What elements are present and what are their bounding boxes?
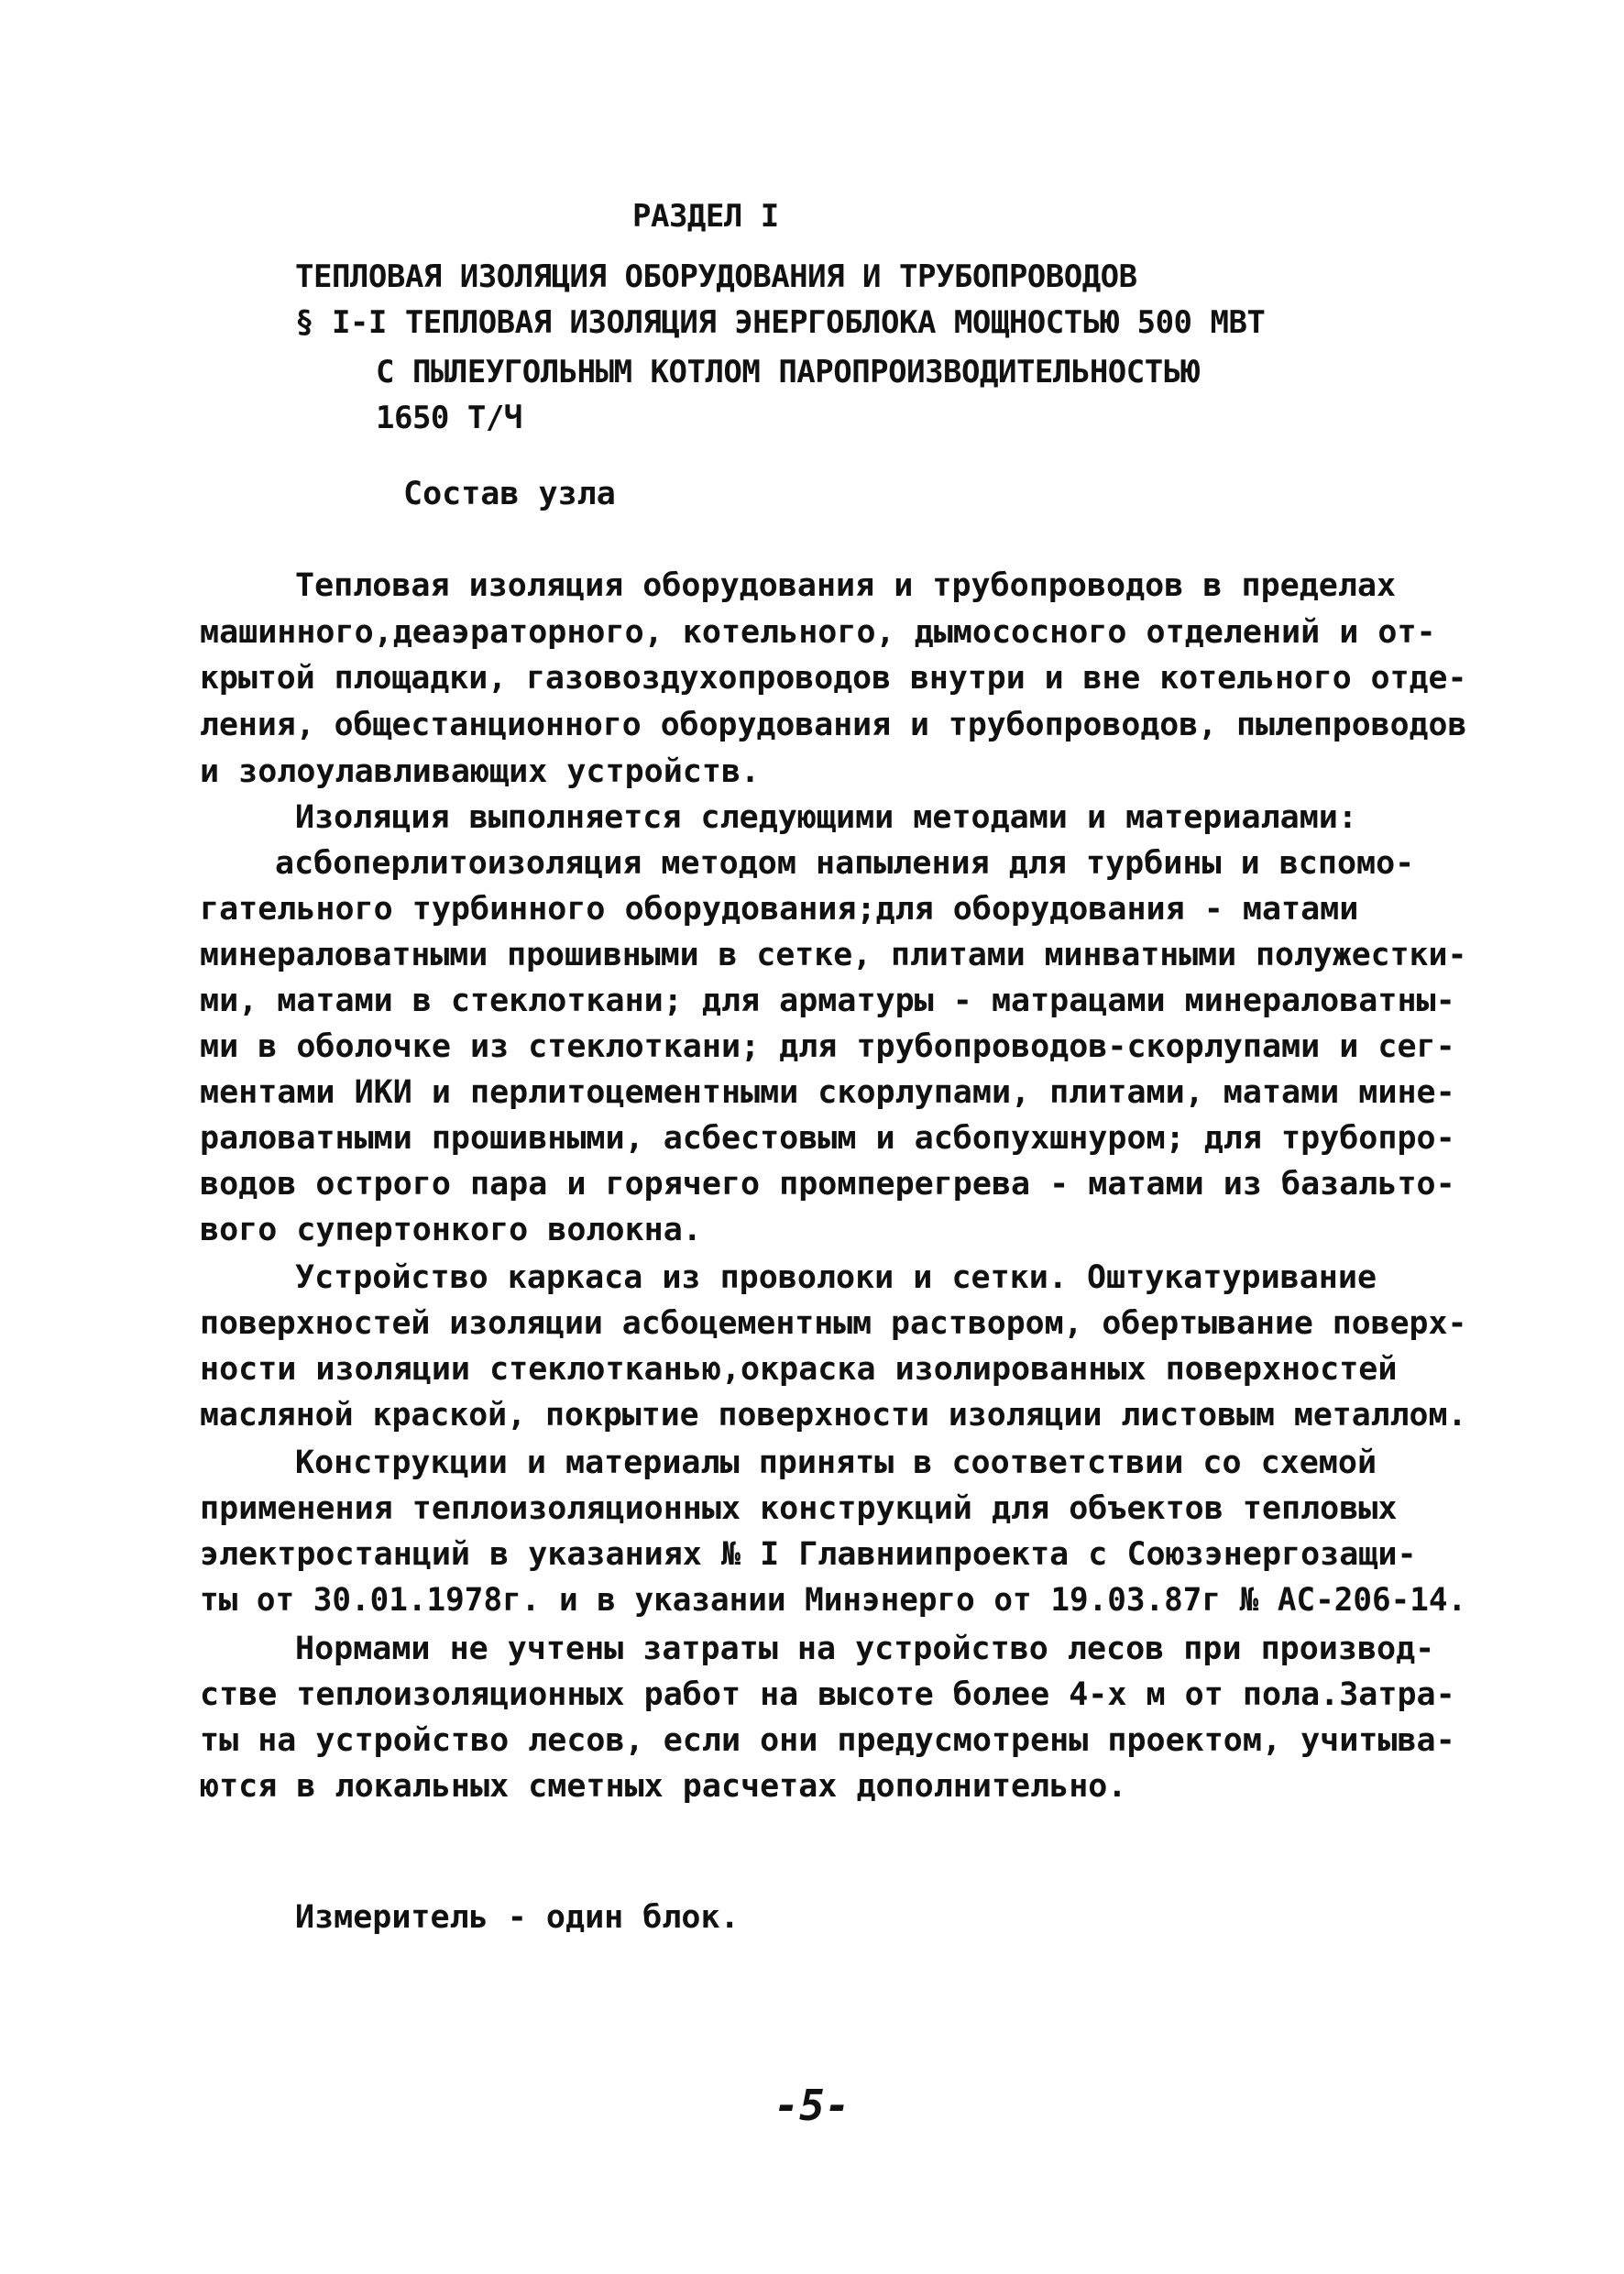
composition-heading: Состав узла xyxy=(403,476,616,512)
body-line: поверхностей изоляции асбоцементным раствором, обертывание поверх- xyxy=(200,1305,1467,1342)
body-line: ности изоляции стеклотканью,окраска изолированных поверхностей xyxy=(200,1351,1398,1388)
body-line: стве теплоизоляционных работ на высоте более 4-х м от пола.Затра- xyxy=(200,1676,1455,1713)
body-line: применения теплоизоляционных конструкций для объектов тепловых xyxy=(200,1490,1398,1527)
body-line: ментами ИКИ и перлитоцементными скорлупами, плитами, матами мине- xyxy=(200,1074,1455,1111)
document-title: ТЕПЛОВАЯ ИЗОЛЯЦИЯ ОБОРУДОВАНИЯ И ТРУБОПРОВОДОВ xyxy=(295,258,1137,295)
body-line: ми, матами в стеклоткани; для арматуры - матрацами минераловатны- xyxy=(200,983,1455,1019)
body-line: Тепловая изоляция оборудования и трубопроводов в пределах xyxy=(295,567,1397,604)
body-line: машинного,деаэраторного, котельного, дымососного отделений и от- xyxy=(200,614,1436,651)
body-line: вого супертонкого волокна. xyxy=(200,1212,702,1248)
body-line: асбоперлитоизоляция методом напыления для турбины и вспомо- xyxy=(275,845,1415,882)
body-line: и золоулавливающих устройств. xyxy=(200,753,761,790)
body-line: масляной краской, покрытие поверхности изоляции листовым металлом. xyxy=(200,1397,1467,1434)
body-line: Нормами не учтены затраты на устройство лесов при производ- xyxy=(295,1631,1435,1667)
subsection-title-line-3: 1650 Т/Ч xyxy=(376,400,522,436)
subsection-title-line-1: § I-I ТЕПЛОВАЯ ИЗОЛЯЦИЯ ЭНЕРГОБЛОКА МОЩНОСТЬЮ 500 МВТ xyxy=(295,304,1266,341)
body-line: ются в локальных сметных расчетах дополнительно. xyxy=(200,1768,1127,1805)
section-heading: РАЗДЕЛ I xyxy=(632,198,779,235)
body-line: ления, общестанционного оборудования и трубопроводов, пылепроводов xyxy=(200,707,1467,743)
body-line: Конструкции и материалы приняты в соответствии со схемой xyxy=(295,1445,1377,1481)
body-line: ты от 30.01.1978г. и в указании Минэнерго от 19.03.87г № АС-206-14. xyxy=(200,1582,1467,1619)
body-line: Изоляция выполняется следующими методами и материалами: xyxy=(295,799,1357,836)
body-line: раловатными прошивными, асбестовым и асбопухшнуром; для трубопро- xyxy=(200,1120,1455,1157)
body-line: гательного турбинного оборудования;для оборудования - матами xyxy=(200,891,1359,928)
body-line: минераловатными прошивными в сетке, плитами минватными полужестки- xyxy=(200,937,1467,973)
body-line: ми в оболочке из стеклоткани; для трубопроводов-скорлупами и сег- xyxy=(200,1028,1455,1065)
body-line: Устройство каркаса из проволоки и сетки. Оштукатуривание xyxy=(295,1259,1377,1296)
body-line: водов острого пара и горячего промперегрева - матами из базальто- xyxy=(200,1166,1455,1203)
body-line: ты на устройство лесов, если они предусмотрены проектом, учитыва- xyxy=(200,1722,1455,1759)
body-line: крытой площадки, газовоздухопроводов внутри и вне котельного отде- xyxy=(200,660,1467,697)
measure-unit: Измеритель - один блок. xyxy=(295,1899,740,1936)
page-number: -5- xyxy=(774,2081,850,2130)
subsection-title-line-2: С ПЫЛЕУГОЛЬНЫМ КОТЛОМ ПАРОПРОИЗВОДИТЕЛЬНОСТЬЮ xyxy=(376,354,1200,390)
body-line: электростанций в указаниях № I Главниипроекта с Союзэнергозащи- xyxy=(200,1536,1417,1573)
